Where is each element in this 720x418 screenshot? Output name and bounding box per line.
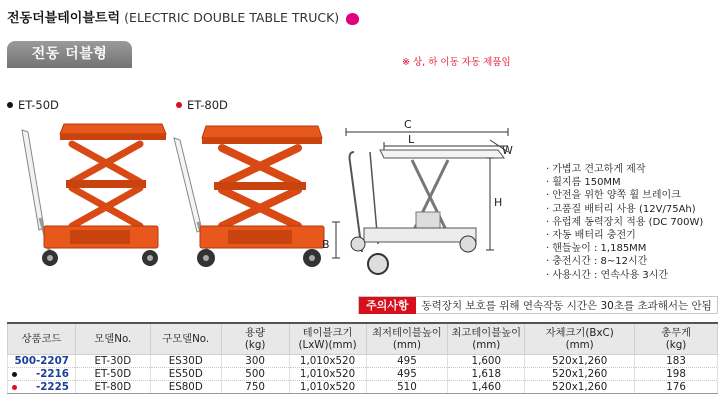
feature-item: · 자동 배터리 충전기 [546,229,703,242]
body-size: 520x1,260 [525,380,635,393]
table-size: 1,010x520 [289,367,366,380]
capacity: 750 [221,380,289,393]
caution-text: 동력장치 보호를 위해 연속작동 시간은 30초를 초과해서는 안됨 [421,299,712,312]
total-weight: 183 [635,354,718,367]
old-model-no: ES50D [150,367,221,380]
model-no: ET-30D [75,354,150,367]
min-height: 495 [366,367,448,380]
feature-item: · 핸들높이 : 1,185MM [546,242,703,255]
old-model-no: ES80D [150,380,221,393]
spec-table [7,322,718,394]
feature-item: · 유럽제 동력장치 적용 (DC 700W) [546,216,703,229]
table-row [8,380,718,393]
auto-notice: ※ 상, 하 이동 자동 제품임 [402,57,511,68]
model-name-left: ET-50D [18,98,59,112]
caution-label: 주의사항 [359,297,416,314]
max-height: 1,618 [448,367,525,380]
total-weight: 176 [635,380,718,393]
dim-label-c: C [404,118,412,131]
col-header: 테이블크기 (LxW)(mm) [289,323,366,354]
total-weight: 198 [635,367,718,380]
model-no: ET-50D [75,367,150,380]
model-dot-black [7,102,13,108]
feature-item: · 사용시간 : 연속사용 3시간 [546,269,703,282]
body-size: 520x1,260 [525,367,635,380]
row-dot-red [12,385,17,390]
feature-item: · 충전시간 : 8~12시간 [546,255,703,268]
table-header-row [8,323,718,354]
table-row [8,354,718,367]
feature-item: · 고품질 배터리 사용 (12V/75Ah) [546,203,703,216]
model-dot-red [176,102,182,108]
min-height: 510 [366,380,448,393]
col-header: 자체크기(BxC) (mm) [525,323,635,354]
dimension-diagram [318,112,540,284]
feature-item: · 휠지름 150MM [546,176,703,189]
product-image-et50d [10,118,170,276]
product-code: 500-2207 [8,354,76,367]
model-name-right: ET-80D [187,98,228,112]
title-korean: 전동더블테이블트럭 [7,11,121,26]
section-tab: 전동 더블형 [7,41,132,68]
col-header: 구모델No. [150,323,221,354]
col-header: 상품코드 [8,323,76,354]
row-dot-black [12,372,17,377]
col-header: 총무게 (kg) [635,323,718,354]
model-label-right [176,98,228,112]
dim-label-h: H [494,196,503,209]
capacity: 500 [221,367,289,380]
caution-box [358,296,718,314]
page-title [7,7,359,26]
product-image-et80d [170,118,330,276]
col-header: 최저테이블높이 (mm) [366,323,448,354]
dim-label-l: L [408,133,415,146]
table-size: 1,010x520 [289,354,366,367]
feature-item: · 가볍고 견고하게 제작 [546,163,703,176]
dim-label-w: W [502,144,513,157]
col-header: 용량 (kg) [221,323,289,354]
body-size: 520x1,260 [525,354,635,367]
model-label-left [7,98,59,112]
old-model-no: ES30D [150,354,221,367]
dim-label-b: B [322,238,330,251]
product-code: -2216 [8,367,76,380]
capacity: 300 [221,354,289,367]
max-height: 1,460 [448,380,525,393]
table-row [8,367,718,380]
new-product-badge [346,13,359,25]
max-height: 1,600 [448,354,525,367]
min-height: 495 [366,354,448,367]
col-header: 최고테이블높이 (mm) [448,323,525,354]
col-header: 모델No. [75,323,150,354]
model-no: ET-80D [75,380,150,393]
feature-list [546,163,703,282]
title-english: (ELECTRIC DOUBLE TABLE TRUCK) [124,10,340,25]
product-code: -2225 [8,380,76,393]
table-size: 1,010x520 [289,380,366,393]
feature-item: · 안전을 위한 양쪽 휠 브레이크 [546,189,703,202]
